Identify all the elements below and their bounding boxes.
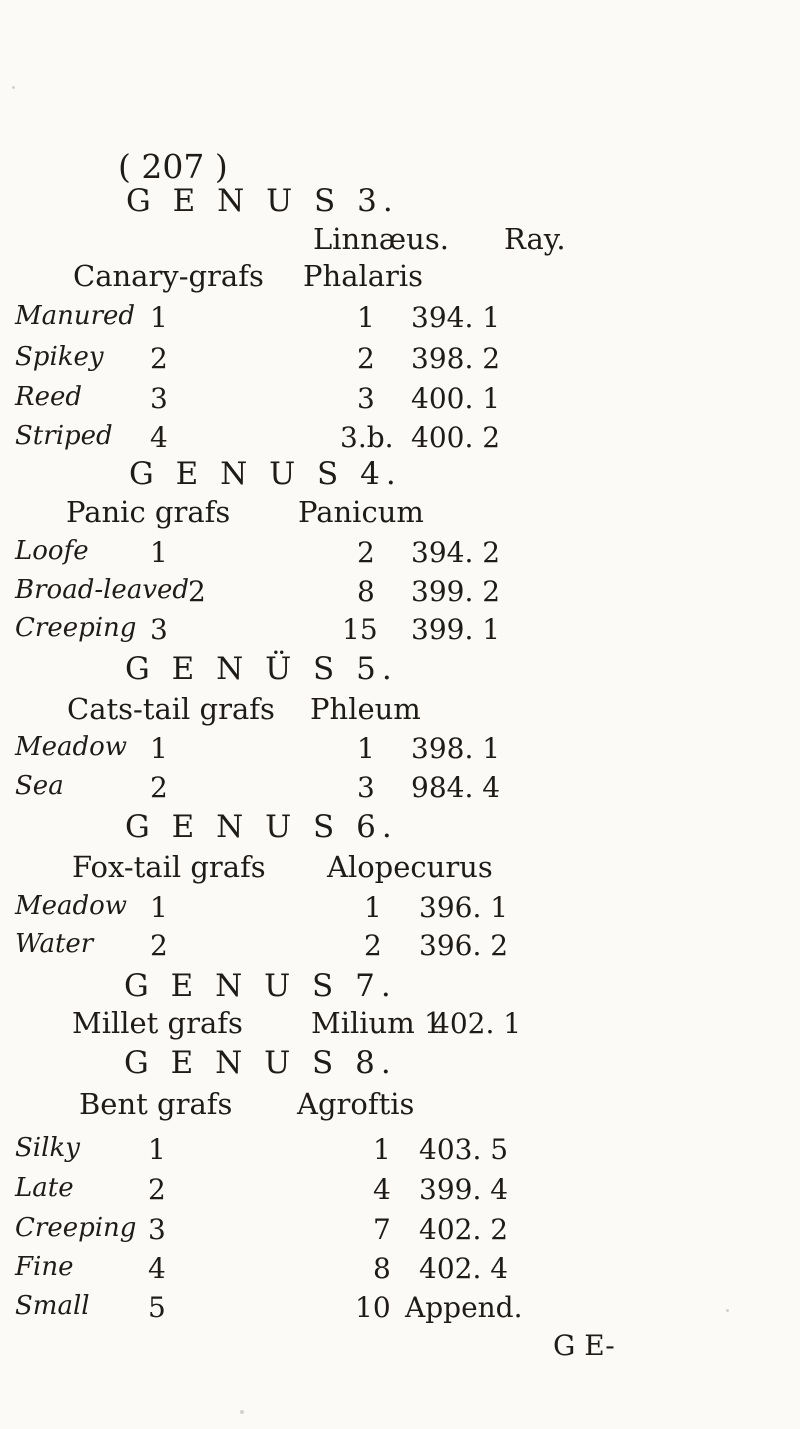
species-number: 2 — [188, 575, 206, 608]
linnaeus-ref: 15 — [342, 613, 378, 646]
linnaeus-ref: 3 — [357, 382, 375, 415]
ray-ref: 394. 1 — [411, 301, 501, 334]
species-number: 4 — [148, 1252, 166, 1285]
paper-speck — [12, 86, 15, 89]
linnaeus-ref: 1 — [357, 732, 375, 765]
linnaeus-column-heading: Linnæus. — [313, 222, 449, 256]
linnaeus-ref: 1 — [373, 1133, 391, 1166]
genus-3-latin-name: Phalaris — [303, 259, 424, 293]
linnaeus-ref: 4 — [373, 1173, 391, 1206]
linnaeus-ref: 7 — [373, 1213, 391, 1246]
ray-ref: 398. 2 — [411, 342, 501, 375]
linnaeus-ref: 8 — [373, 1252, 391, 1285]
genus-4-english-name: Panic grafs — [66, 495, 231, 529]
genus-5-heading: G E N Ü S 5. — [125, 651, 398, 687]
ray-ref: 984. 4 — [411, 771, 501, 804]
species-name: Reed — [15, 382, 82, 412]
species-name: Creeping — [15, 1213, 137, 1243]
species-number: 3 — [150, 382, 168, 415]
ray-ref: 398. 1 — [411, 732, 501, 765]
species-number: 3 — [148, 1213, 166, 1246]
species-name: Creeping — [15, 613, 137, 643]
genus-5-english-name: Cats-tail grafs — [67, 692, 275, 726]
genus-6-english-name: Fox-tail grafs — [72, 850, 266, 884]
genus-3-heading: G E N U S 3. — [126, 183, 399, 219]
linnaeus-ref: 3.b. — [340, 421, 394, 454]
catchword: G E- — [553, 1329, 615, 1362]
species-name: Meadow — [15, 891, 128, 921]
species-number: 2 — [150, 929, 168, 962]
linnaeus-ref: 2 — [364, 929, 382, 962]
species-name: Late — [15, 1173, 74, 1203]
ray-ref: 403. 5 — [419, 1133, 509, 1166]
species-name: Fine — [15, 1252, 74, 1282]
species-name: Manured — [15, 301, 136, 331]
genus-7-ray-ref: 402. 1 — [432, 1007, 522, 1040]
genus-4-latin-name: Panicum — [298, 495, 424, 529]
species-number: 4 — [150, 421, 168, 454]
species-name: Small — [15, 1291, 90, 1321]
species-name: Sea — [15, 771, 64, 801]
ray-ref: 399. 2 — [411, 575, 501, 608]
species-number: 3 — [150, 613, 168, 646]
genus-8-english-name: Bent grafs — [79, 1087, 233, 1121]
species-number: 2 — [148, 1173, 166, 1206]
linnaeus-ref: 2 — [357, 342, 375, 375]
page-number: ( 207 ) — [118, 147, 228, 186]
species-name: Striped — [15, 421, 113, 451]
genus-4-heading: G E N U S 4. — [129, 456, 402, 492]
linnaeus-ref: 10 — [355, 1291, 391, 1324]
genus-5-latin-name: Phleum — [310, 692, 421, 726]
linnaeus-ref: 2 — [357, 536, 375, 569]
species-name: Loofe — [15, 536, 89, 566]
ray-column-heading: Ray. — [504, 222, 566, 256]
linnaeus-ref: 3 — [357, 771, 375, 804]
species-number: 1 — [148, 1133, 166, 1166]
linnaeus-ref: 1 — [364, 891, 382, 924]
linnaeus-ref: 8 — [357, 575, 375, 608]
ray-ref: 394. 2 — [411, 536, 501, 569]
species-name: Meadow — [15, 732, 128, 762]
genus-6-heading: G E N U S 6. — [125, 809, 398, 845]
species-number: 5 — [148, 1291, 166, 1324]
linnaeus-ref: 1 — [357, 301, 375, 334]
species-name: Spikey — [15, 342, 104, 372]
genus-3-english-name: Canary-grafs — [73, 259, 264, 293]
ray-ref: 400. 1 — [411, 382, 501, 415]
ray-ref: 399. 1 — [411, 613, 501, 646]
paper-speck — [240, 1410, 244, 1414]
species-number: 2 — [150, 771, 168, 804]
species-number: 1 — [150, 732, 168, 765]
genus-7-latin-name: Milium 1 — [311, 1006, 443, 1040]
species-number: 1 — [150, 891, 168, 924]
ray-ref: 396. 1 — [419, 891, 509, 924]
genus-8-latin-name: Agroftis — [297, 1087, 415, 1121]
genus-7-heading: G E N U S 7. — [124, 968, 397, 1004]
genus-6-latin-name: Alopecurus — [327, 850, 493, 884]
species-number: 1 — [150, 536, 168, 569]
ray-ref: 402. 4 — [419, 1252, 509, 1285]
ray-ref: 402. 2 — [419, 1213, 509, 1246]
paper-speck — [726, 1309, 729, 1312]
species-name: Water — [15, 929, 94, 959]
ray-ref: 400. 2 — [411, 421, 501, 454]
ray-ref: 396. 2 — [419, 929, 509, 962]
ray-ref: Append. — [405, 1291, 523, 1324]
species-number: 2 — [150, 342, 168, 375]
genus-8-heading: G E N U S 8. — [124, 1045, 397, 1081]
species-name: Silky — [15, 1133, 80, 1163]
species-number: 1 — [150, 301, 168, 334]
species-name: Broad-leaved — [15, 575, 190, 605]
ray-ref: 399. 4 — [419, 1173, 509, 1206]
genus-7-english-name: Millet grafs — [72, 1006, 243, 1040]
